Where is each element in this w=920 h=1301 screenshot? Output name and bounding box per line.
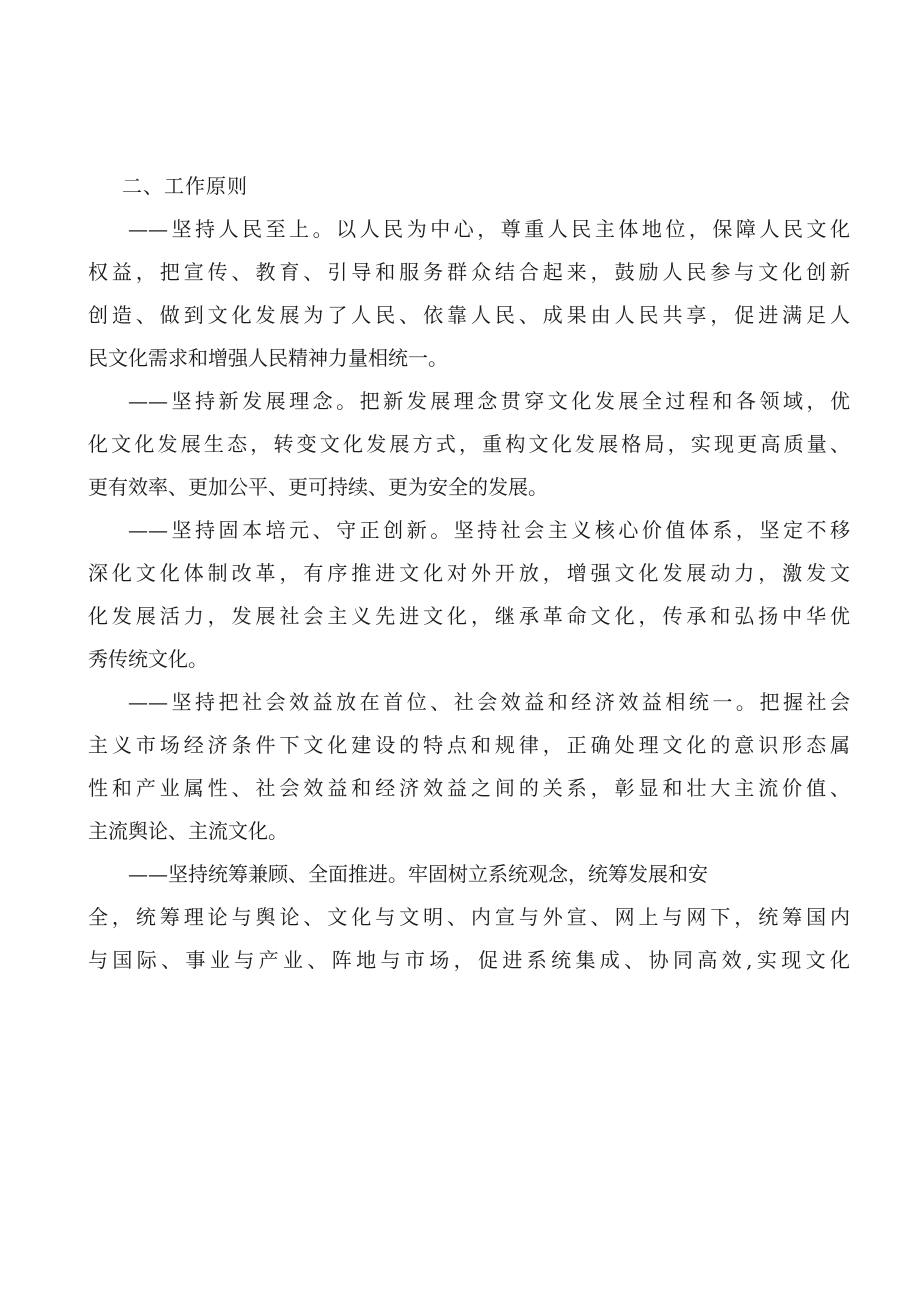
paragraph-line: 更有效率、更加公平、更可持续、更为安全的发展。 — [88, 475, 548, 499]
paragraph-line: 全，统筹理论与舆论、文化与文明、内宣与外宣、网上与网下，统筹国内 — [88, 905, 850, 929]
paragraph-line: ——坚持把社会效益放在首位、社会效益和经济效益相统一。把握社会 — [128, 690, 850, 714]
paragraph-line: 权益，把宣传、教育、引导和服务群众结合起来，鼓励人民参与文化创新 — [88, 260, 850, 284]
paragraph-line: ——坚持人民至上。以人民为中心，尊重人民主体地位，保障人民文化 — [128, 217, 850, 241]
paragraph-line: ——坚持新发展理念。把新发展理念贯穿文化发展全过程和各领域，优 — [128, 389, 850, 413]
paragraph-overall-planning — [88, 853, 850, 982]
paragraph-line: ——坚持统筹兼顾、全面推进。牢固树立系统观念，统筹发展和安 — [128, 862, 708, 886]
paragraph-line: 秀传统文化。 — [88, 647, 208, 671]
paragraph-new-development — [88, 380, 850, 509]
paragraph-social-benefit — [88, 681, 850, 853]
paragraph-line: ——坚持固本培元、守正创新。坚持社会主义核心价值体系，坚定不移 — [128, 518, 850, 542]
paragraph-line: 化文化发展生态，转变文化发展方式，重构文化发展格局，实现更高质量、 — [88, 432, 850, 456]
paragraph-line: 深化文化体制改革，有序推进文化对外开放，增强文化发展动力，激发文 — [88, 561, 850, 585]
paragraph-people-first — [88, 208, 850, 380]
paragraph-line: 主流舆论、主流文化。 — [88, 819, 288, 843]
paragraph-line: 性和产业属性、社会效益和经济效益之间的关系，彰显和壮大主流价值、 — [88, 776, 850, 800]
paragraph-line: 创造、做到文化发展为了人民、依靠人民、成果由人民共享，促进满足人 — [88, 303, 850, 327]
section-heading: 二、工作原则 — [122, 174, 248, 198]
document-body — [88, 165, 850, 982]
paragraph-innovation — [88, 509, 850, 681]
paragraph-line: 与国际、事业与产业、阵地与市场，促进系统集成、协同高效,实现文化 — [88, 948, 850, 972]
paragraph-line: 化发展活力，发展社会主义先进文化，继承革命文化，传承和弘扬中华优 — [88, 604, 850, 628]
paragraph-line: 民文化需求和增强人民精神力量相统一。 — [88, 346, 448, 370]
paragraph-line: 主义市场经济条件下文化建设的特点和规律，正确处理文化的意识形态属 — [88, 733, 850, 757]
